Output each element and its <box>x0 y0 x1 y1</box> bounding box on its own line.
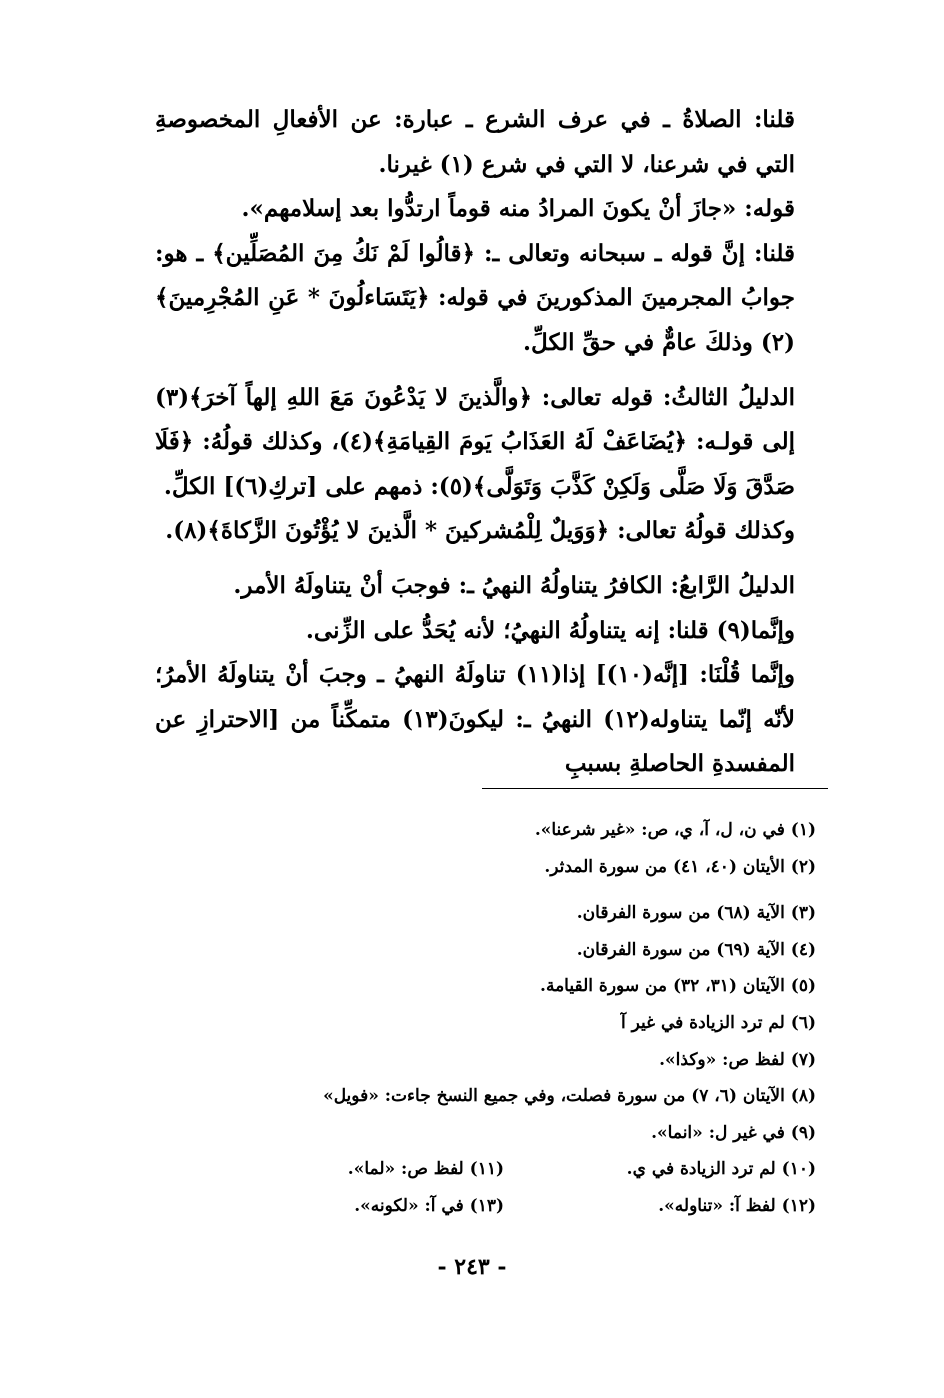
footnote-12: (١٢) لفظ آ: «تناوله». <box>658 1195 816 1216</box>
spacer <box>155 554 835 564</box>
page-number: - ٢٤٣ - <box>437 1254 507 1280</box>
paragraph-3: قلنا: إنَّ قوله ـ سبحانه وتعالى ـ: ﴿قالُوا لَمْ نَكُ مِنَ المُصَلِّين﴾ ـ هو: جوابُ المجرمينَ المذكورينَ في قوله: ﴿يَتَسَاءلُونَ * عَنِ المُجْرِمينَ﴾(٢) وذلكَ عامٌّ في حقِّ الكلِّ. <box>155 239 795 356</box>
paragraph-6: الدليلُ الرَّابعُ: الكافرُ يتناولُهُ النهيُ ـ: فوجبَ أنْ يتناولَهُ الأمر. <box>233 571 795 599</box>
footnotes <box>232 812 816 1225</box>
footnote-3: (٣) الآية (٦٨) من سورة الفرقان. <box>576 903 816 924</box>
paragraph-2: قوله: «جازَ أنْ يكونَ المرادُ منه قوماً ارتدُّوا بعد إسلامهم». <box>241 195 795 223</box>
footnote-5: (٥) الآيتان (٣١، ٣٢) من سورة القيامة. <box>540 976 816 997</box>
paragraph-1: قلنا: الصلاةُ ـ في عرف الشرع ـ عبارة: عن الأفعالِ المخصوصةِ التي في شرعنا، لا التي في شرع (١) غيرنا. <box>155 106 795 178</box>
main-text <box>155 98 835 787</box>
footnote-9: (٩) في غير ل: «انما». <box>651 1122 816 1143</box>
paragraph-4: الدليلُ الثالثُ: قوله تعالى: ﴿والَّذينَ لا يَدْعُونَ مَعَ اللهِ إلهاً آخرَ﴾(٣) إلى قولـه: ﴿يُضَاعَفْ لَهُ العَذَابُ يَومَ القِيامَةِ﴾(٤)، وكذلك قولُهُ: ﴿فَلَا صَدَّقَ وَلَا صَلَّى وَلَكِنْ كَذَّبَ وَتَوَلَّى﴾(٥): ذمهم على [تركِ(٦)] الكلِّ. <box>155 383 795 500</box>
footnote-row-10-11 <box>232 1151 816 1188</box>
paragraph-7: وإنَّما(٩) قلنا: إنه يتناولُهُ النهيُ؛ لأنه يُحَدُّ على الزِّنى. <box>305 616 795 644</box>
footnote-2: (٢) الأيتان (٤٠، ٤١) من سورة المدثر. <box>544 856 816 877</box>
footnote-6: (٦) لم ترد الزيادة في غير آ <box>620 1012 816 1033</box>
footnote-row-12-13 <box>232 1188 816 1225</box>
footnote-8: (٨) الآيتان (٦، ٧) من سورة فصلت، وفي جميع النسخ جاءت: «فويل» <box>323 1086 816 1107</box>
footnote-1: (١) في ن، ل، آ، ي، ص: «غير شرعنا». <box>534 820 816 840</box>
spacer <box>155 366 835 376</box>
footnote-separator <box>482 788 828 789</box>
footnote-10: (١٠) لم ترد الزيادة في ي. <box>626 1159 816 1180</box>
footnote-13: (١٣) في آ: «لكونه». <box>354 1195 504 1216</box>
footnote-7: (٧) لفظ ص: «وكذا». <box>659 1049 816 1070</box>
paragraph-8: وإنَّما قُلْنَا: [إنَّه(١٠)] إذا(١١) تناولَهُ النهيُ ـ وجبَ أنْ يتناولَهُ الأمرُ؛ لأنّه إنّما يتناوله(١٢) النهيُ ـ: ليكونَ(١٣) متمكِّناً من [الاحترازِ عن المفسدةِ الحاصلةِ بسببِ <box>155 661 795 778</box>
footnote-4: (٤) الآية (٦٩) من سورة الفرقان. <box>576 939 816 960</box>
footnote-11: (١١) لفظ ص: «لما». <box>347 1159 504 1180</box>
paragraph-5: وكذلك قولُهُ تعالى: ﴿وَوَيلٌ لِلْمُشركينَ * الَّذينَ لا يُؤْتُونَ الزَّكاةَ﴾(٨). <box>165 517 795 545</box>
